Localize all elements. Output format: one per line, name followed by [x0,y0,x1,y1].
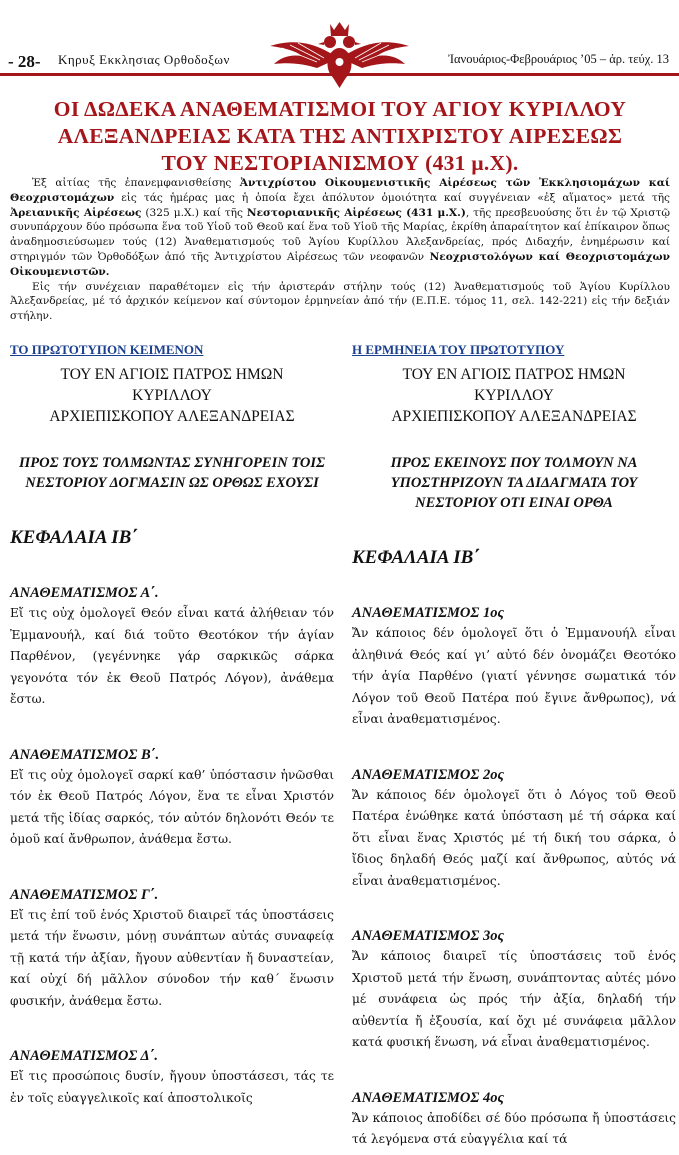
address-line: ΠΡΟΣ ΤΟΥΣ ΤΟΛΜΩΝΤΑΣ ΣΥΝΗΓΟΡΕΙΝ ΤΟΙΣ ΝΕΣΤΟΡΙΟΥ ΔΟΓΜΑΣΙΝ ΩΣ ΟΡΘΩΣ ΕΧΟΥΣΙ [18,455,326,491]
title-line-2: ΑΛΕΞΑΝΔΡΕΙΑΣ ΚΑΤΑ ΤΗΣ ΑΝΤΙΧΡΙΣΤΟΥ ΑΙΡΕΣΕΩΣ [57,124,623,148]
salutation: ΤΟΥ ΕΝ ΑΓΙΟΙΣ ΠΑΤΡΟΣ ΗΜΩΝ ΚΥΡΙΛΛΟΥ ΑΡΧΙΕΠΙΣΚΟΠΟΥ ΑΛΕΞΑΝΔΡΕΙΑΣ [391,366,637,425]
anathema-text: Ἄν κάποιος δέν ὁμολογεῖ ὅτι ὁ Λόγος τοῦ Θεοῦ Πατέρα ἑνώθηκε κατά ὑπόσταση μέ τή σάρκα καί ὅτι εἶναι ἕνας Χριστός μέ τή δική του σάρκα, ὁ ἴδιος δηλαδή Θεός μαζί καί ἄνθρωπος, αὐτός νά εἶναι ἀναθεματισμένος. [352,787,676,888]
original-text-column [10,342,334,1109]
anathema-heading: ΑΝΑΘΕΜΑΤΙΣΜΟΣ Γ΄. [10,886,159,903]
anathema-2 [352,765,676,893]
intro-paragraph-1: Ἐξ αἰτίας τῆς ἐπανεμφανισθείσης Ἀντιχρίστου Οἰκουμενιστικῆς Αἱρέσεως τῶν Ἐκκλησιομάχων καί Θεοχριστομάχων εἰς τάς ἡμέρας μας ἡ ὁποία ἔχει ἀπόλυτον ὁμοιότητα καί συγγένειαν «ἐξ αἵματος» μετά τῆς Ἀρειανικῆς Αἱρέσεως (325 μ.Χ.) καί τῆς Νεστοριανικῆς Αἱρέσεως (431 μ.Χ.), τῆς πρεσβευούσης ὅτι ἐν τῷ Χριστῷ συνυπάρχουν δύο πρόσωπα ἕνα τοῦ Υἱοῦ τοῦ Θεοῦ καί ἕνα τοῦ Υἱοῦ τῆς Μαρίας, ἐκρίθη ἀπαραίτητον καί ἐπίκαιρον ὅπως ἀναδημοσιεύσωμεν τούς (12) Ἀναθεματισμούς τοῦ Ἁγίου Κυρίλλου Ἀλεξανδρείας, πρός Διδαχήν, ἐνημέρωσιν καί στηριγμόν τῶν Ὀρθοδόξων ἀπό τῆς Ἀντιχρίστου Αἱρέσεως τῶν νεοφανῶν Νεοχριστολόγων καί Θεοχριστομάχων Οἰκουμενιστῶν. [10,177,670,278]
anathema-1 [352,603,676,731]
title-line-3: ΤΟΥ ΝΕΣΤΟΡΙΑΝΙΣΜΟΥ (431 μ.Χ). [161,151,519,175]
anathema-heading: ΑΝΑΘΕΜΑΤΙΣΜΟΣ 3ος [352,928,504,944]
anathema-1 [10,583,334,711]
column-heading-original: ΤΟ ΠΡΩΤΟΤΥΠΟΝ ΚΕΙΜΕΝΟΝ [10,342,204,357]
article-title [10,96,670,177]
chapters-heading: ΚΕΦΑΛΑΙΑ ΙΒ΄ [352,547,480,568]
anathema-heading: ΑΝΑΘΕΜΑΤΙΣΜΟΣ Α΄. [10,585,159,601]
anathema-text: Εἴ τις οὐχ ὁμολογεῖ Θεόν εἶναι κατά ἀλήθειαν τόν Ἐμμανουήλ, καί διά τοῦτο Θεοτόκον τήν ἁγίαν Παρθένον, (γεγέννηκε γάρ σαρκικῶς σάρκα γεγονότα τόν ἐκ Θεοῦ Πατρός Λόγον), ἀνάθεμα ἔστω. [10,606,334,706]
anathema-text: Ἄν κάποιος δέν ὁμολογεῖ ὅτι ὁ Ἐμμανουήλ εἶναι ἀληθινά Θεός καί γι’ αὐτό δέν ὀνομάζει Θεοτόκο τήν ἁγία Παρθένο (γιατί γέννησε σωματικά τόν Λόγον τοῦ Θεοῦ Πατέρα πού ἔγινε ἄνθρωπος), νά εἶναι ἀναθεματισμένος. [352,626,676,726]
address-line: ΠΡΟΣ ΕΚΕΙΝΟΥΣ ΠΟΥ ΤΟΛΜΟΥΝ ΝΑ ΥΠΟΣΤΗΡΙΖΟΥΝ ΤΑ ΔΙΔΑΓΜΑΤΑ ΤΟΥ ΝΕΣΤΟΡΙΟΥ ΟΤΙ ΕΙΝΑΙ ΟΡΘΑ [390,455,638,511]
title-line-1: ΟΙ ΔΩΔΕΚΑ ΑΝΑΘΕΜΑΤΙΣΜΟΙ ΤΟΥ ΑΓΙΟΥ ΚΥΡΙΛΛΟΥ [53,97,627,121]
column-heading-interpretation: Η ΕΡΜΗΝΕΙΑ ΤΟΥ ΠΡΩΤΟΤΥΠΟΥ [352,342,565,357]
anathema-text: Ἄν κάποιος διαιρεῖ τίς ὑποστάσεις τοῦ ἑνός Χριστοῦ μετά τήν ἕνωση, συνάπτοντας αὐτές μόνο μέ συνάφεια ὡς πρός τήν ἀξία, δηλαδή τήν αὐθεντία ἤ ἐξουσία, καί ὄχι μέ συνάφεια μᾶλλον κατά φυσική ἕνωση, νά εἶναι ἀναθεματισμένος. [352,949,676,1049]
anathema-heading: ΑΝΑΘΕΜΑΤΙΣΜΟΣ 2ος [352,766,504,783]
anathema-heading: ΑΝΑΘΕΜΑΤΙΣΜΟΣ 4ος [352,1089,504,1106]
salutation: ΤΟΥ ΕΝ ΑΓΙΟΙΣ ΠΑΤΡΟΣ ΗΜΩΝ ΚΥΡΙΛΛΟΥ ΑΡΧΙΕΠΙΣΚΟΠΟΥ ΑΛΕΞΑΝΔΡΕΙΑΣ [49,366,295,425]
anathema-text: Εἴ τις ἐπί τοῦ ἑνός Χριστοῦ διαιρεῖ τάς ὑποστάσεις μετά τήν ἕνωσιν, μόνῃ συνάπτων αὐτάς συναφείᾳ τῇ κατά τήν ἀξίαν, ἤγουν αὐθεντίαν ἤ δυναστείαν, καί οὐχί δή μᾶλλον σύνοδον τήν καθ΄ ἕνωσιν φυσικήν, ἀνάθεμα ἔστω. [10,907,334,1008]
page-header [0,0,679,80]
anathema-3 [352,926,676,1054]
page-number: - 28- [8,52,41,71]
anathema-heading: ΑΝΑΘΕΜΑΤΙΣΜΟΣ Β΄. [10,746,160,763]
anathema-4 [352,1088,676,1151]
anathema-heading: ΑΝΑΘΕΜΑΤΙΣΜΟΣ Δ΄. [10,1048,159,1064]
chapters-heading: ΚΕΦΑΛΑΙΑ ΙΒ΄ [10,527,138,548]
intro-text [10,176,670,324]
anathema-4 [10,1046,334,1109]
anathema-2 [10,745,334,851]
anathema-text: Εἴ τις οὐχ ὁμολογεῖ σαρκί καθ’ ὑπόστασιν ἡνῶσθαι τόν ἐκ Θεοῦ Πατρός Λόγον, ἕνα τε εἶναι Χριστόν μετά τῆς ἰδίας σαρκός, τόν αὐτόν δηλονότι Θεόν τε ὁμοῦ καί ἄνθρωπον, ἀνάθεμα ἔστω. [10,767,334,846]
anathema-text: Ἄν κάποιος ἀποδίδει σέ δύο πρόσωπα ἤ ὑποστάσεις τά λεγόμενα στά εὐαγγέλια καί τά [352,1110,676,1146]
interpretation-column [352,342,676,1151]
anathema-3 [10,885,334,1013]
double-headed-eagle-icon [262,18,417,88]
intro-paragraph-2: Εἰς τήν συνέχειαν παραθέτομεν εἰς τήν ἀριστεράν στήλην τούς (12) Ἀναθεματισμούς τοῦ Ἁγίου Κυρίλλου Ἀλεξανδρείας, μέ τό ἀρχικόν κείμενον καί σύντομον ἑρμηνείαν ἀπό τήν (Ε.Π.Ε. τόμος 11, σελ. 142-221) εἰς τήν δεξιάν στήλην. [10,280,670,323]
issue-info: Ἰανουάριος-Φεβρουάριος ’05 – ἀρ. τεύχ. 13 [448,52,669,66]
journal-title: Κηρυξ Εκκλησιας Ορθοδοξων [58,52,230,67]
anathema-text: Εἴ τις προσώποις δυσίν, ἤγουν ὑποστάσεσι, τάς τε ἐν τοῖς εὐαγγελικοῖς καί ἀποστολικοῖς [10,1069,334,1105]
anathema-heading: ΑΝΑΘΕΜΑΤΙΣΜΟΣ 1ος [352,605,504,621]
